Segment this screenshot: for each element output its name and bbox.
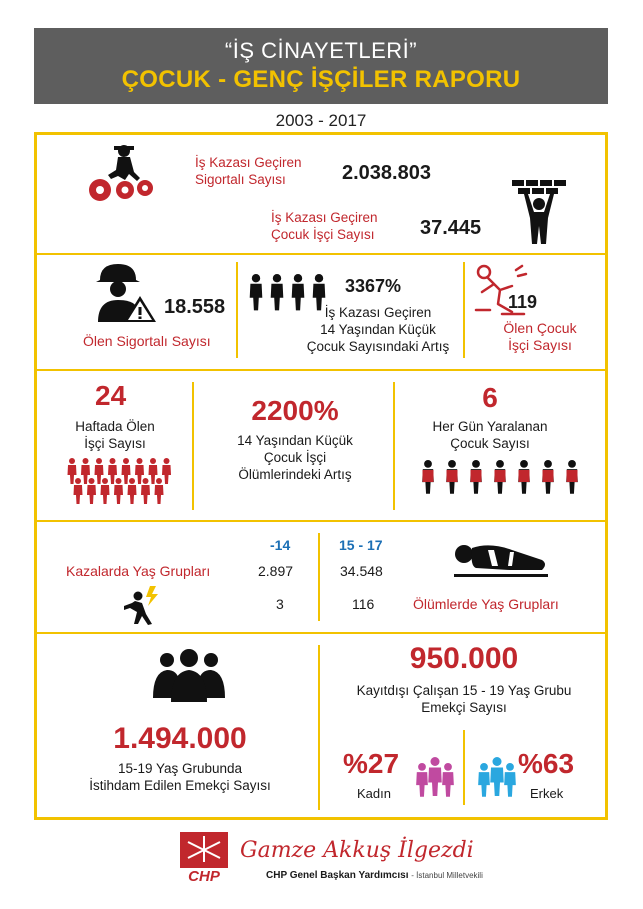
signatory-title bbox=[266, 870, 483, 881]
child-carrying-bricks-icon bbox=[510, 178, 570, 248]
weekly-deaths-label bbox=[60, 418, 170, 452]
insured-accident-value: 2.038.803 bbox=[342, 162, 431, 184]
party-logo-text: CHP bbox=[188, 868, 220, 885]
dead-child-label bbox=[490, 320, 590, 354]
label-line: İş Kazası Geçiren bbox=[324, 305, 432, 320]
worker-figure bbox=[155, 478, 164, 504]
child-figure bbox=[250, 274, 263, 310]
age-col-15-17-header: 15 - 17 bbox=[339, 537, 383, 553]
female-figure bbox=[416, 763, 428, 797]
electrocution-icon bbox=[122, 584, 162, 626]
injury-bandage bbox=[567, 470, 578, 482]
daily-injured-value: 6 bbox=[482, 382, 498, 413]
label-line: Çocuk Sayısındaki Artış bbox=[306, 339, 450, 354]
divider bbox=[34, 253, 608, 255]
age-col-under14-header: -14 bbox=[270, 537, 291, 553]
divider bbox=[34, 369, 608, 371]
child-figure bbox=[271, 274, 284, 310]
injury-bandage bbox=[423, 470, 434, 482]
lying-worker-icon bbox=[450, 538, 550, 578]
male-share-label: Erkek bbox=[530, 786, 564, 801]
worker-figure bbox=[74, 478, 83, 504]
accidents-under14-value: 2.897 bbox=[258, 563, 294, 579]
title-main: CHP Genel Başkan Yardımcısı bbox=[266, 870, 409, 881]
party-logo bbox=[180, 832, 228, 886]
worker-figure bbox=[162, 458, 171, 484]
title-sub: - İstanbul Milletvekili bbox=[411, 871, 483, 880]
title-line-1: “İŞ CİNAYETLERİ” bbox=[224, 38, 418, 63]
male-group-icon bbox=[474, 753, 520, 803]
worker-warning-icon bbox=[92, 262, 156, 324]
deaths-under14-value: 3 bbox=[276, 596, 284, 612]
male-figure bbox=[490, 757, 504, 796]
label-line: 14 Yaşından Küçük bbox=[237, 433, 353, 448]
injury-bandage bbox=[519, 470, 530, 482]
injury-bandage bbox=[543, 470, 554, 482]
dead-insured-value: 18.558 bbox=[164, 296, 226, 318]
label-line: Çocuk İşçi Sayısı bbox=[271, 227, 375, 242]
worker-gears-icon bbox=[78, 142, 158, 204]
year-range: 2003 - 2017 bbox=[275, 111, 367, 130]
label-line: Haftada Ölen bbox=[75, 419, 155, 434]
divider bbox=[318, 533, 320, 621]
label-line: Her Gün Yaralanan bbox=[432, 419, 548, 434]
divider bbox=[463, 262, 465, 358]
worker-figure bbox=[128, 478, 137, 504]
divider bbox=[34, 632, 608, 634]
divider bbox=[236, 262, 238, 358]
dead-child-value: 119 bbox=[508, 292, 538, 312]
label-line: Ölümlerindeki Artış bbox=[238, 467, 352, 482]
employed-label bbox=[60, 760, 300, 794]
label-line: Ölen Çocuk bbox=[503, 320, 577, 336]
label-line: İş Kazası Geçiren bbox=[195, 155, 302, 170]
injury-bandage bbox=[447, 470, 458, 482]
daily-injured-label bbox=[418, 418, 562, 452]
worker-figure bbox=[87, 478, 96, 504]
female-share-label: Kadın bbox=[357, 786, 391, 801]
label-line: Çocuk İşçi bbox=[263, 450, 327, 465]
female-share-value: %27 bbox=[343, 748, 400, 779]
injury-bandage bbox=[471, 470, 482, 482]
label-line: Çocuk Sayısı bbox=[450, 436, 530, 451]
injury-bandage bbox=[495, 470, 506, 482]
dead-insured-label: Ölen Sigortalı Sayısı bbox=[83, 333, 211, 349]
male-share-value: %63 bbox=[518, 748, 575, 779]
worker-figure bbox=[114, 478, 123, 504]
divider bbox=[192, 382, 194, 510]
label-line: Sigortalı Sayısı bbox=[195, 172, 286, 187]
female-figure bbox=[428, 757, 442, 796]
label-line: Emekçi Sayısı bbox=[421, 700, 507, 715]
divider bbox=[463, 730, 465, 805]
deaths-age-label: Ölümlerde Yaş Grupları bbox=[413, 596, 559, 612]
deaths-15-17-value: 116 bbox=[352, 596, 375, 612]
informal-value: 950.000 bbox=[409, 642, 519, 675]
label-line: İş Kazası Geçiren bbox=[271, 210, 378, 225]
worker-figure bbox=[141, 478, 150, 504]
informal-label bbox=[330, 682, 598, 716]
label-line: 15-19 Yaş Grubunda bbox=[117, 761, 243, 776]
signature: Gamze Akkuş İlgezdi bbox=[240, 838, 474, 863]
female-figure bbox=[442, 763, 454, 797]
child-accident-label bbox=[271, 209, 378, 243]
accidents-15-17-value: 34.548 bbox=[340, 563, 383, 579]
label-line: İşçi Sayısı bbox=[84, 436, 146, 451]
injured-children-icon bbox=[418, 458, 598, 500]
weekly-deaths-value: 24 bbox=[95, 380, 127, 411]
accidents-age-label: Kazalarda Yaş Grupları bbox=[66, 563, 211, 579]
insured-accident-label bbox=[195, 154, 302, 188]
death-increase-value: 2200% bbox=[251, 395, 339, 426]
divider bbox=[34, 520, 608, 522]
label-line: Kayıtdışı Çalışan 15 - 19 Yaş Grubu bbox=[356, 683, 572, 698]
male-figure bbox=[504, 763, 516, 797]
label-line: 14 Yaşından Küçük bbox=[320, 322, 436, 337]
worker-group-icon bbox=[151, 646, 227, 704]
worker-crowd-icon bbox=[64, 456, 172, 508]
worker-figure bbox=[101, 478, 110, 504]
female-group-icon bbox=[412, 753, 458, 803]
title-line-2: ÇOCUK - GENÇ İŞÇİLER RAPORU bbox=[121, 66, 521, 93]
male-figure bbox=[478, 763, 490, 797]
death-increase-label bbox=[200, 432, 390, 483]
increase-value: 3367% bbox=[345, 276, 402, 296]
divider bbox=[318, 645, 320, 810]
label-line: İstihdam Edilen Emekçi Sayısı bbox=[89, 778, 271, 793]
divider bbox=[393, 382, 395, 510]
increase-label bbox=[298, 304, 458, 355]
employed-value: 1.494.000 bbox=[113, 722, 247, 755]
child-accident-value: 37.445 bbox=[420, 217, 482, 239]
label-line: İşçi Sayısı bbox=[508, 337, 572, 353]
